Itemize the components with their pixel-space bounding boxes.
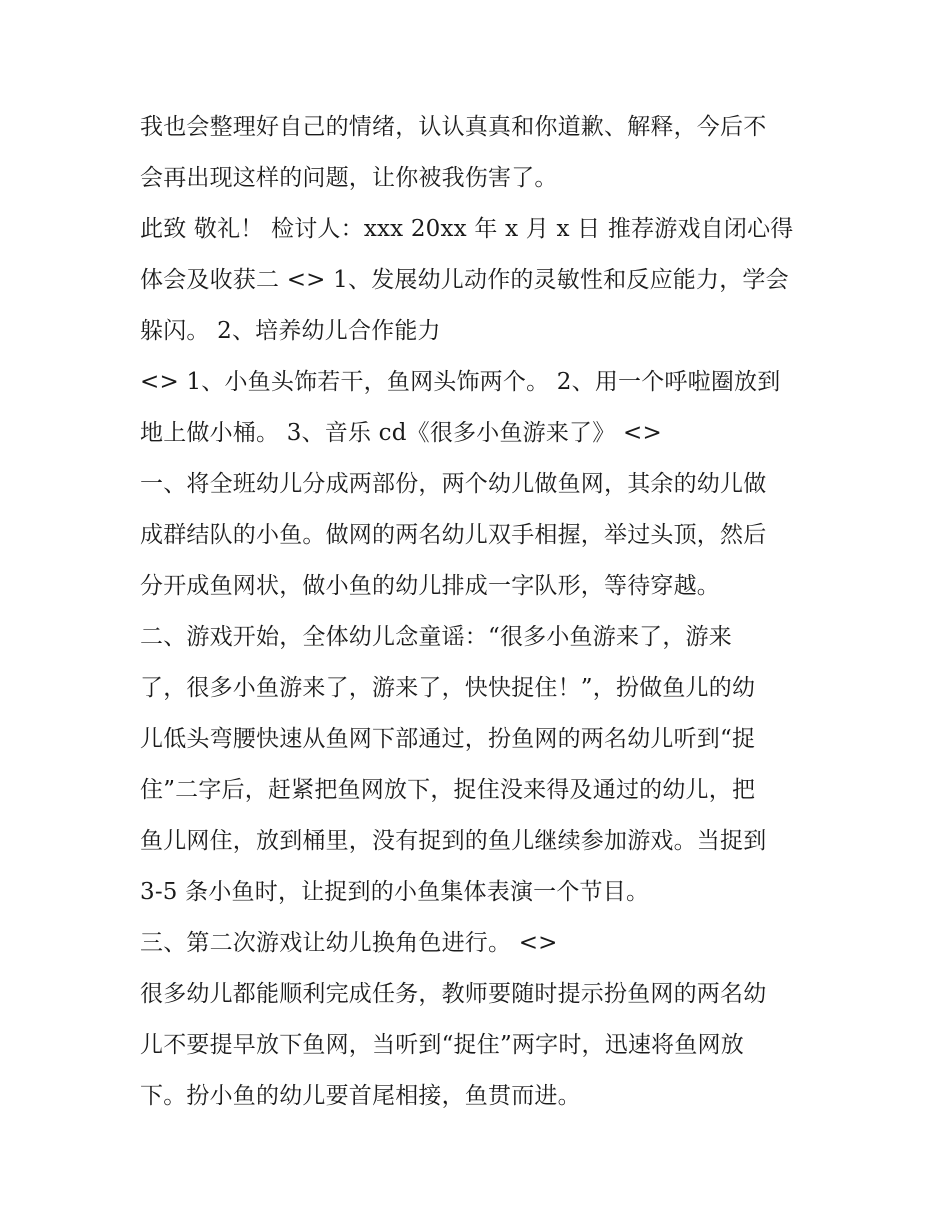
text-line: 地上做小桶。 3、音乐 cd《很多小鱼游来了》 <>	[140, 420, 662, 446]
text-line: 一、将全班幼儿分成两部份，两个幼儿做鱼网，其余的幼儿做	[140, 471, 767, 497]
text-line: 儿不要提早放下鱼网，当听到“捉住”两字时，迅速将鱼网放	[140, 1032, 744, 1058]
text-line: 很多幼儿都能顺利完成任务，教师要随时提示扮鱼网的两名幼	[140, 981, 767, 1007]
text-line: 分开成鱼网状，做小鱼的幼儿排成一字队形，等待穿越。	[140, 573, 720, 599]
text-line: 二、游戏开始，全体幼儿念童谣：“很多小鱼游来了，游来	[140, 624, 732, 650]
text-line: 躲闪。 2、培养幼儿合作能力	[140, 318, 441, 344]
text-line: 此致 敬礼！ 检讨人：xxx 20xx 年 x 月 x 日 推荐游戏自闭心得	[140, 216, 794, 242]
text-line: 下。扮小鱼的幼儿要首尾相接，鱼贯而进。	[140, 1083, 581, 1109]
text-line: 3-5 条小鱼时，让捉到的小鱼集体表演一个节目。	[140, 879, 650, 905]
text-line: 体会及收获二 <> 1、发展幼儿动作的灵敏性和反应能力，学会	[140, 267, 789, 293]
text-line: 我也会整理好自己的情绪，认认真真和你道歉、解释，今后不	[140, 114, 767, 140]
document-body	[140, 102, 820, 1122]
text-line: 成群结队的小鱼。做网的两名幼儿双手相握，举过头顶，然后	[140, 522, 767, 548]
text-line: 了，很多小鱼游来了，游来了，快快捉住！”，扮做鱼儿的幼	[140, 675, 756, 701]
text-line: 会再出现这样的问题，让你被我伤害了。	[140, 165, 558, 191]
text-line: <> 1、小鱼头饰若干，鱼网头饰两个。 2、用一个呼啦圈放到	[140, 369, 781, 395]
text-line: 鱼儿网住，放到桶里，没有捉到的鱼儿继续参加游戏。当捉到	[140, 828, 767, 854]
text-line: 住”二字后，赶紧把鱼网放下，捉住没来得及通过的幼儿，把	[140, 777, 756, 803]
text-line: 三、第二次游戏让幼儿换角色进行。 <>	[140, 930, 558, 956]
text-line: 儿低头弯腰快速从鱼网下部通过，扮鱼网的两名幼儿听到“捉	[140, 726, 756, 752]
